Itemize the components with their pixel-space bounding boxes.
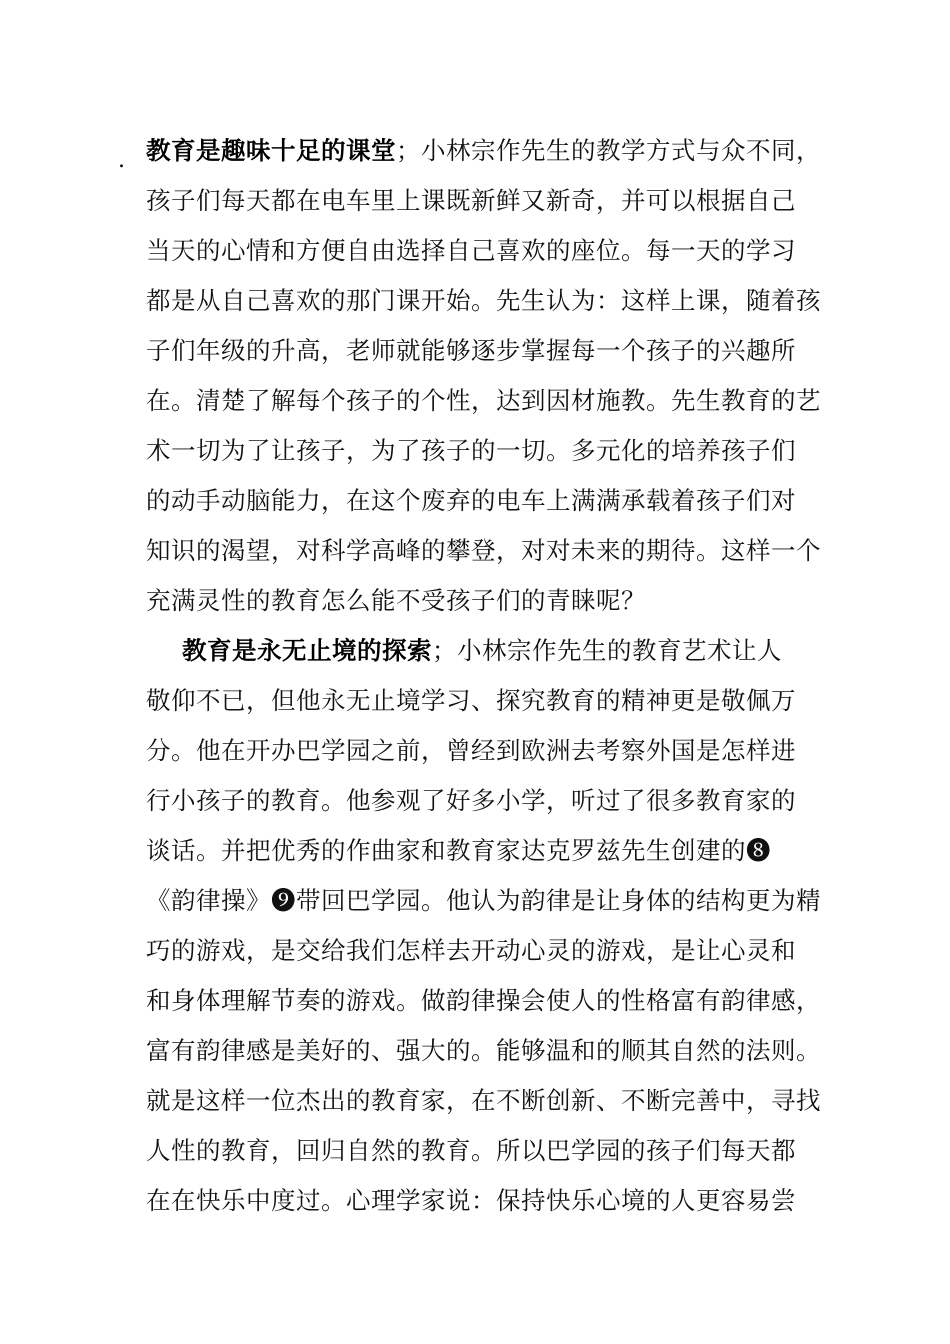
paragraph-1-line-3: 当天的心情和方便自由选择自己喜欢的座位。每一天的学习: [146, 236, 796, 265]
paragraph-1-line-2: 孩子们每天都在电车里上课既新鲜又新奇，并可以根据自己: [146, 186, 796, 215]
paragraph-2-line-1-text: ；小林宗作先生的教育艺术让人: [432, 636, 782, 665]
paragraph-1-line-6: 在。清楚了解每个孩子的个性，达到因材施教。先生教育的艺: [146, 386, 821, 415]
paragraph-2-line-3: 分。他在开办巴学园之前，曾经到欧洲去考察外国是怎样进: [146, 736, 796, 765]
paragraph-2-line-5: 谈话。并把优秀的作曲家和教育家达克罗兹先生创建的❽: [146, 836, 771, 865]
paragraph-1-line-7: 术一切为了让孩子，为了孩子的一切。多元化的培养孩子们: [146, 436, 796, 465]
paragraph-2-line-6: 《韵律操》❾带回巴学园。他认为韵律是让身体的结构更为精: [146, 886, 821, 915]
paragraph-2-line-2: 敬仰不已，但他永无止境学习、探究教育的精神更是敬佩万: [146, 686, 796, 715]
paragraph-2-line-10: 就是这样一位杰出的教育家，在不断创新、不断完善中，寻找: [146, 1086, 821, 1115]
paragraph-1-line-1-text: ；小林宗作先生的教学方式与众不同，: [396, 136, 821, 165]
paragraph-1-line-10: 充满灵性的教育怎么能不受孩子们的青睐呢？: [146, 586, 646, 615]
paragraph-1-line-5: 子们年级的升高，老师就能够逐步掌握每一个孩子的兴趣所: [146, 336, 796, 365]
paragraph-2-lead: 教育是永无止境的探索: [182, 636, 432, 665]
bullet-dot: .: [118, 148, 125, 173]
paragraph-2-line-11: 人性的教育，回归自然的教育。所以巴学园的孩子们每天都: [146, 1136, 796, 1165]
paragraph-1-line-1: [146, 126, 821, 176]
paragraph-1-line-9: 知识的渴望，对科学高峰的攀登，对对未来的期待。这样一个: [146, 536, 821, 565]
paragraph-2-line-8: 和身体理解节奏的游戏。做韵律操会使人的性格富有韵律感，: [146, 986, 821, 1015]
paragraph-2-line-4: 行小孩子的教育。他参观了好多小学，听过了很多教育家的: [146, 786, 796, 815]
paragraph-2-line-12: 在在快乐中度过。心理学家说：保持快乐心境的人更容易尝: [146, 1186, 796, 1215]
paragraph-2-line-9: 富有韵律感是美好的、强大的。能够温和的顺其自然的法则。: [146, 1036, 821, 1065]
paragraph-1-line-8: 的动手动脑能力，在这个废弃的电车上满满承载着孩子们对: [146, 486, 796, 515]
paragraph-2-line-7: 巧的游戏，是交给我们怎样去开动心灵的游戏，是让心灵和: [146, 936, 796, 965]
paragraph-1-line-4: 都是从自己喜欢的那门课开始。先生认为：这样上课，随着孩: [146, 286, 821, 315]
paragraph-1-lead: 教育是趣味十足的课堂: [146, 136, 396, 165]
paragraph-2-line-1: [182, 626, 782, 676]
